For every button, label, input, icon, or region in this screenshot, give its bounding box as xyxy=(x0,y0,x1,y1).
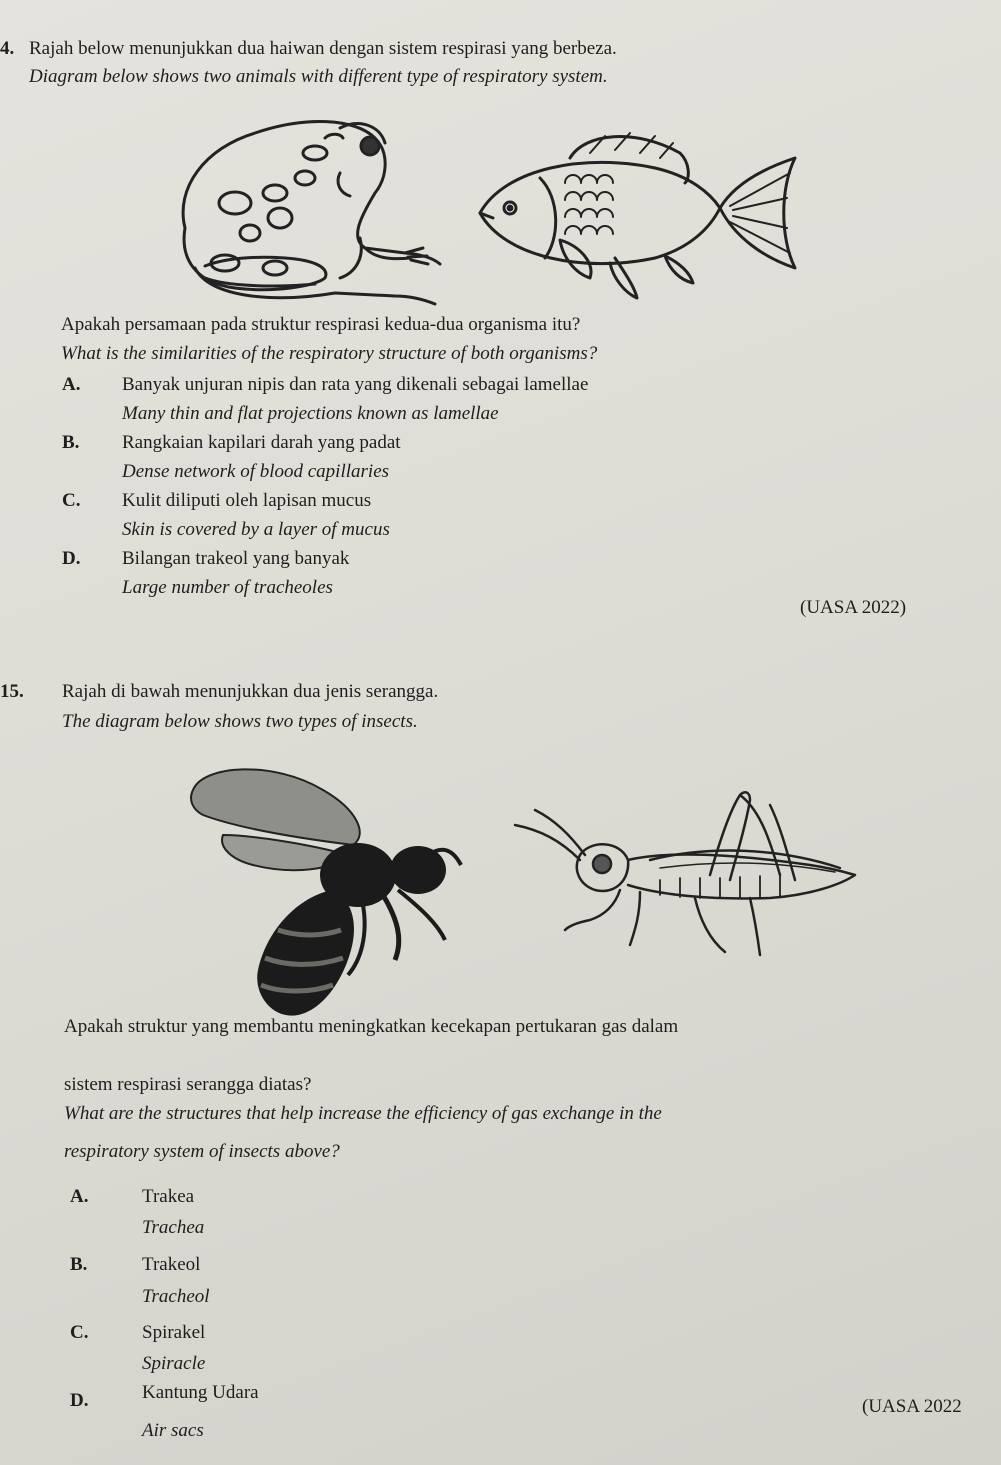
q14-option-a-ms: Banyak unjuran nipis dan rata yang dikenali sebagai lamellae xyxy=(122,374,589,395)
q15-option-d-en: Air sacs xyxy=(142,1420,204,1441)
q15-option-d-letter: D. xyxy=(70,1390,89,1411)
q14-option-b-letter: B. xyxy=(62,432,80,453)
q15-question-en-line2: respiratory system of insects above? xyxy=(64,1141,340,1162)
q15-source: (UASA 2022 xyxy=(862,1396,962,1417)
q14-stem-ms: Rajah below menunjukkan dua haiwan dengan sistem respirasi yang berbeza. xyxy=(29,38,617,59)
q15-option-b-letter: B. xyxy=(70,1254,88,1275)
q15-option-b-en: Tracheol xyxy=(142,1286,210,1307)
q14-source: (UASA 2022) xyxy=(800,597,907,618)
q15-question-ms-line1: Apakah struktur yang membantu meningkatkan kecekapan pertukaran gas dalam xyxy=(64,1016,679,1037)
q14-option-a-letter: A. xyxy=(62,374,81,395)
q15-option-c-ms: Spirakel xyxy=(142,1322,206,1343)
q15-option-a-en: Trachea xyxy=(142,1217,205,1238)
q14-option-d-en: Large number of tracheoles xyxy=(122,577,333,598)
q14-question-ms: Apakah persamaan pada struktur respirasi kedua-dua organisma itu? xyxy=(61,314,581,335)
q14-option-c-ms: Kulit diliputi oleh lapisan mucus xyxy=(122,490,372,511)
q14-option-c-en: Skin is covered by a layer of mucus xyxy=(122,519,390,540)
q15-option-a-letter: A. xyxy=(70,1186,89,1207)
q15-option-c-en: Spiracle xyxy=(142,1353,206,1374)
q14-option-b-en: Dense network of blood capillaries xyxy=(122,461,390,482)
q14-option-c-letter: C. xyxy=(62,490,81,511)
bee-illustration xyxy=(183,760,468,1025)
q14-option-b-ms: Rangkaian kapilari darah yang padat xyxy=(122,432,401,453)
q14-option-a-en: Many thin and flat projections known as lamellae xyxy=(122,403,499,424)
grasshopper-illustration xyxy=(510,780,860,965)
q15-option-a-ms: Trakea xyxy=(142,1186,195,1207)
fish-illustration xyxy=(465,128,810,303)
q15-stem-ms: Rajah di bawah menunjukkan dua jenis serangga. xyxy=(62,681,439,702)
frog-illustration xyxy=(165,108,450,308)
q14-stem-en: Diagram below shows two animals with different type of respiratory system. xyxy=(29,66,608,87)
q15-number: 15. xyxy=(0,681,24,702)
q14-option-d-ms: Bilangan trakeol yang banyak xyxy=(122,548,350,569)
q15-option-c-letter: C. xyxy=(70,1322,89,1343)
q15-question-ms-line2: sistem respirasi serangga diatas? xyxy=(64,1074,312,1095)
q15-option-b-ms: Trakeol xyxy=(142,1254,201,1275)
q15-stem-en: The diagram below shows two types of insects. xyxy=(62,711,418,732)
q14-option-d-letter: D. xyxy=(62,548,81,569)
q14-number: 4. xyxy=(0,38,15,59)
q15-option-d-ms: Kantung Udara xyxy=(142,1382,259,1403)
q14-question-en: What is the similarities of the respiratory structure of both organisms? xyxy=(61,343,598,364)
q15-question-en-line1: What are the structures that help increase the efficiency of gas exchange in the xyxy=(64,1103,662,1124)
